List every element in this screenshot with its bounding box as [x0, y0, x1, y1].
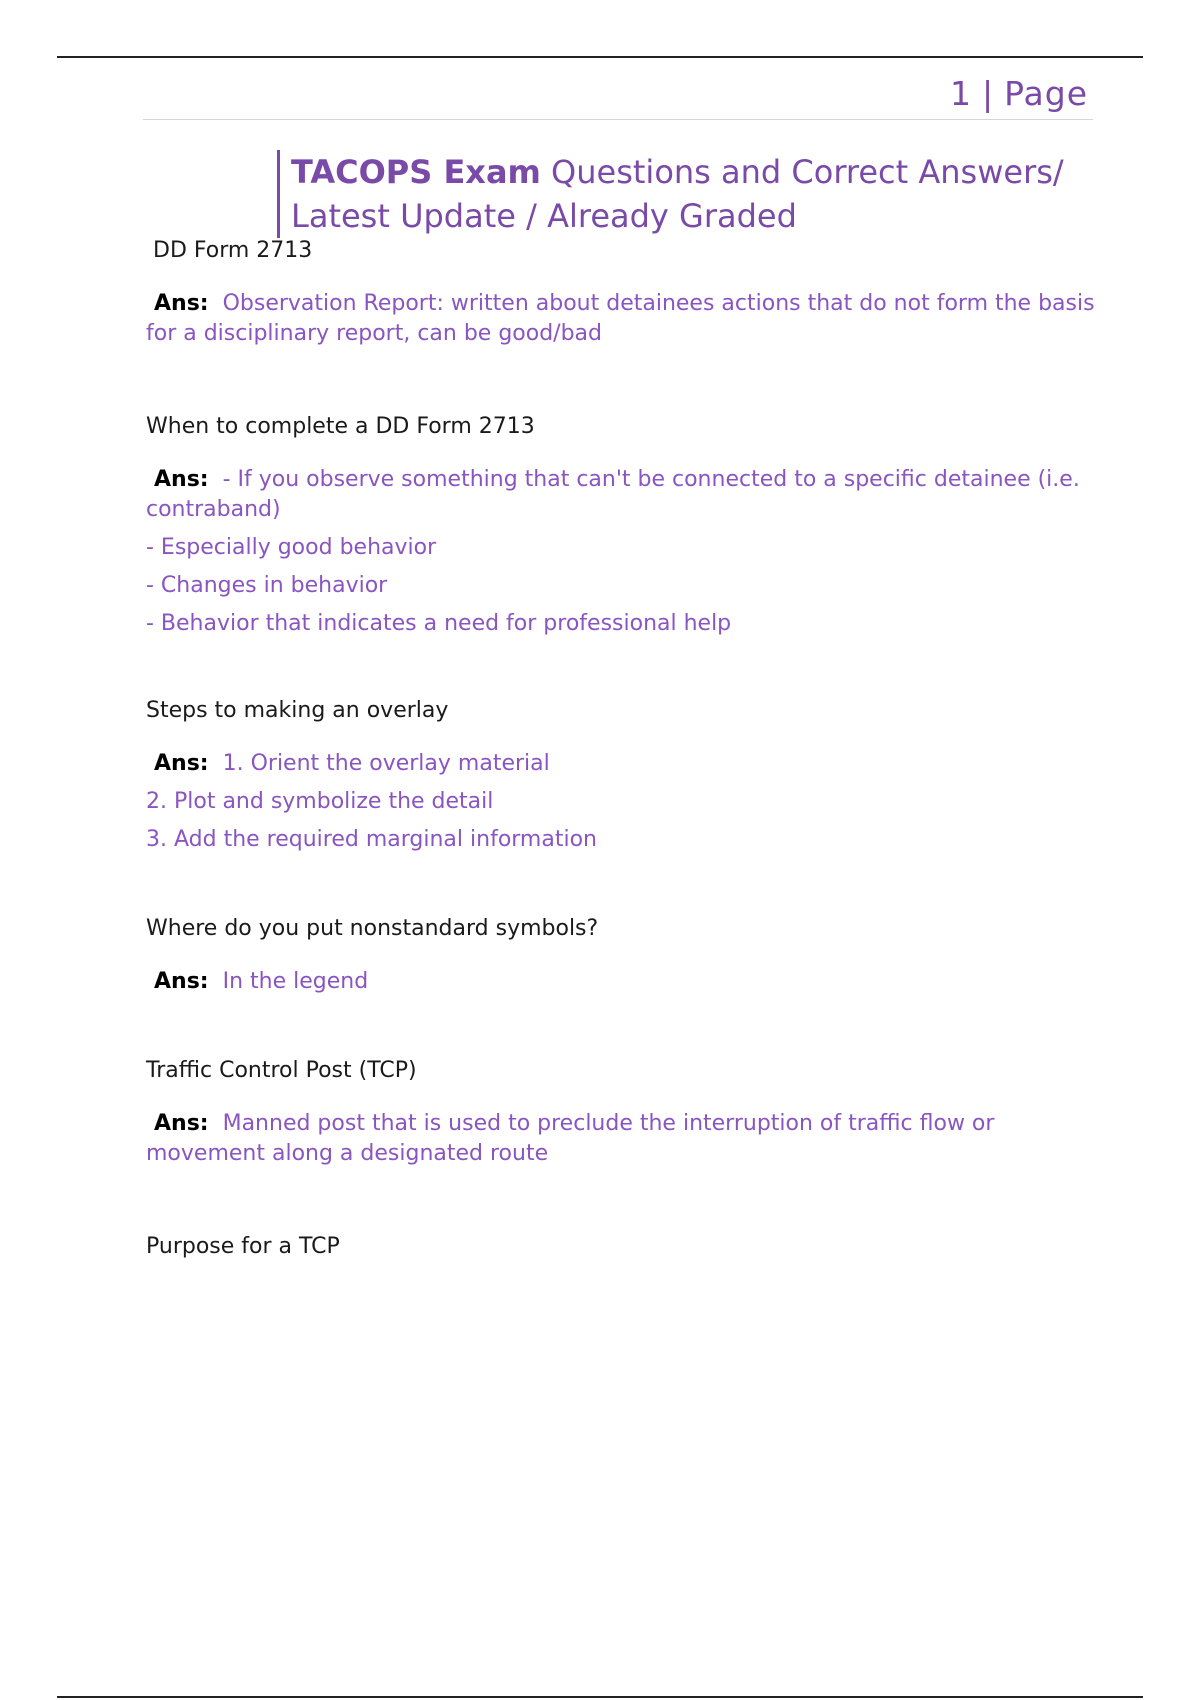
- question: When to complete a DD Form 2713: [146, 414, 535, 439]
- answer-label: Ans:: [154, 467, 209, 492]
- answer-label: Ans:: [154, 751, 209, 776]
- answer-label: Ans:: [154, 291, 209, 316]
- header-divider: [143, 119, 1093, 120]
- answer-line: 2. Plot and symbolize the detail: [146, 789, 494, 814]
- answer: [146, 1109, 1096, 1169]
- answer-text: 1. Orient the overlay material: [222, 751, 550, 776]
- answer: [146, 465, 1096, 525]
- answer-text: Observation Report: written about detainees actions that do not form the basis for a disciplinary report, can be good/bad: [146, 291, 1095, 346]
- answer-line: 3. Add the required marginal information: [146, 827, 597, 852]
- answer-text: - If you observe something that can't be connected to a specific detainee (i.e. contraband): [146, 467, 1080, 522]
- page-separator: |: [981, 74, 995, 113]
- question: DD Form 2713: [153, 238, 313, 263]
- document-title: [277, 150, 1111, 238]
- answer: [146, 967, 1096, 997]
- answer-label: Ans:: [154, 1111, 209, 1136]
- page-number: 1: [949, 74, 972, 113]
- answer-line: - Behavior that indicates a need for professional help: [146, 611, 732, 636]
- question: Traffic Control Post (TCP): [146, 1058, 417, 1083]
- title-bold: TACOPS Exam: [291, 153, 541, 191]
- spacer: [146, 997, 1096, 1055]
- top-rule: [57, 56, 1143, 58]
- question: Purpose for a TCP: [146, 1234, 340, 1259]
- answer: [146, 289, 1096, 349]
- question: Steps to making an overlay: [146, 698, 449, 723]
- title-line2: Latest Update / Already Graded: [291, 197, 797, 235]
- spacer: [146, 855, 1096, 913]
- page-number-header: [950, 74, 1088, 113]
- bottom-rule: [57, 1696, 1143, 1698]
- spacer: [146, 639, 1096, 695]
- answer-text: In the legend: [222, 969, 369, 994]
- spacer: [146, 1169, 1096, 1231]
- title-rest: Questions and Correct Answers/: [540, 153, 1064, 191]
- qa-content: [146, 235, 1096, 1263]
- answer-line: - Especially good behavior: [146, 535, 437, 560]
- answer-text: Manned post that is used to preclude the interruption of traffic flow or movement along a designated route: [146, 1111, 995, 1166]
- answer: [146, 749, 1096, 779]
- answer-line: - Changes in behavior: [146, 573, 388, 598]
- page-label: Page: [1004, 74, 1088, 113]
- answer-label: Ans:: [154, 969, 209, 994]
- spacer: [146, 349, 1096, 411]
- question: Where do you put nonstandard symbols?: [146, 916, 599, 941]
